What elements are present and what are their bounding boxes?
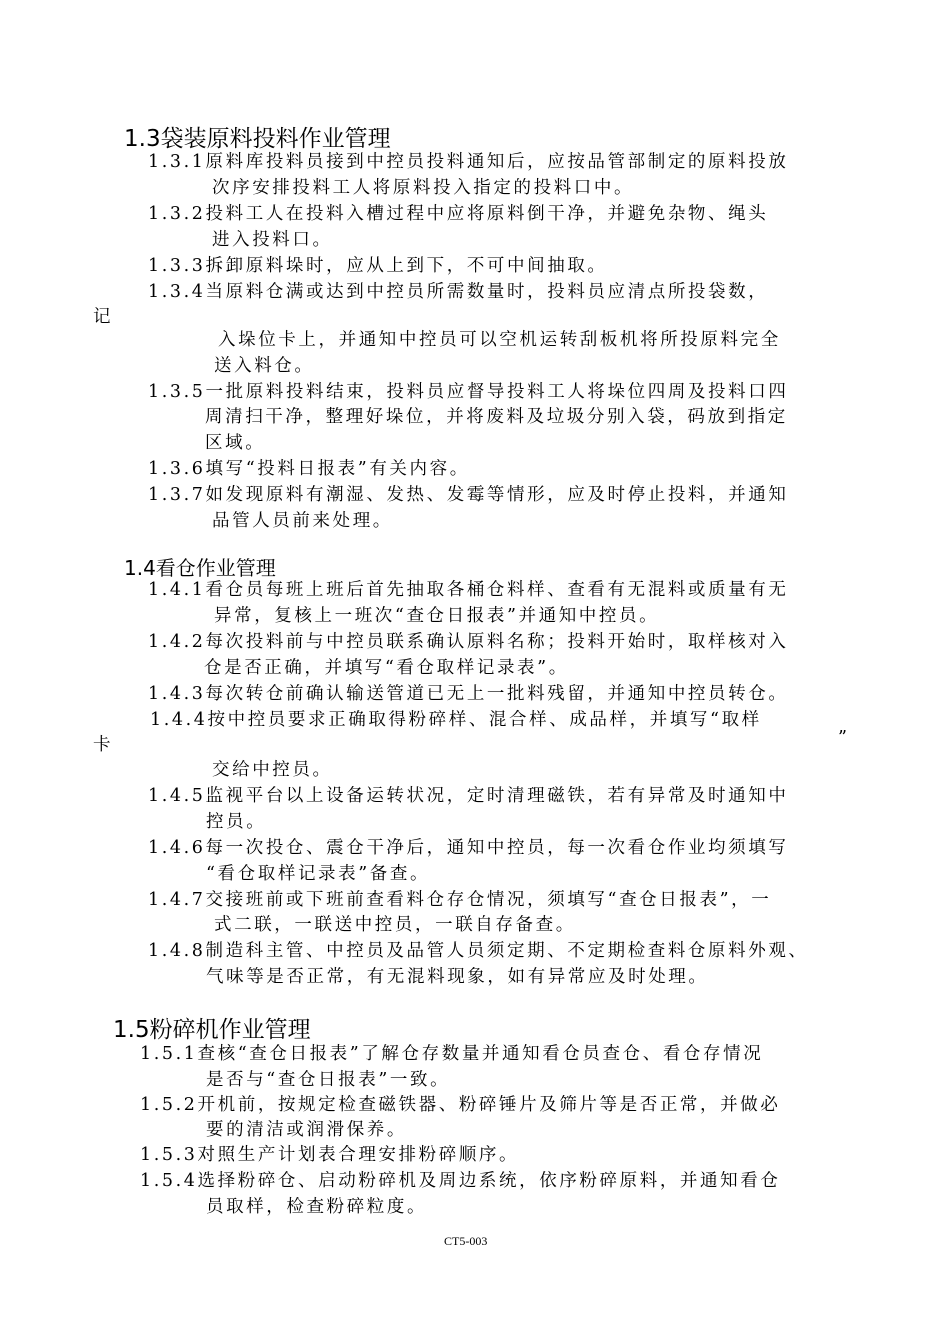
item-1-4-7-line-1: 1.4.7交接班前或下班前查看料仓存仓情况，须填写“查仓日报表”，一 — [148, 890, 772, 910]
item-1-3-4-line-3: 送入料仓。 — [214, 356, 315, 376]
item-1-4-8-line-2: 气味等是否正常，有无混料现象，如有异常应及时处理。 — [206, 967, 709, 987]
item-1-4-5-line-2: 控员。 — [206, 812, 267, 832]
footer-document-code: CT5-003 — [444, 1234, 488, 1248]
item-1-4-7-line-2: 式二联，一联送中控员，一联自存备查。 — [214, 915, 576, 935]
item-1-4-8-line-1: 1.4.8制造科主管、中控员及品管人员须定期、不定期检查料仓原料外观、 — [148, 941, 809, 961]
item-1-3-5-line-3: 区域。 — [205, 433, 266, 453]
item-1-4-4-wrap-char: 卡 — [93, 735, 114, 755]
item-1-4-4-line-2: 交给中控员。 — [212, 760, 333, 780]
section-heading-1-4: 1.4看仓作业管理 — [124, 556, 276, 580]
item-1-4-5-line-1: 1.4.5监视平台以上设备运转状况，定时清理磁铁，若有异常及时通知中 — [148, 786, 789, 806]
item-1-4-1-line-1: 1.4.1看仓员每班上班后首先抽取各桶仓料样、查看有无混料或质量有无 — [148, 580, 789, 600]
item-1-5-1-line-1: 1.5.1查核“查仓日报表”了解仓存数量并通知看仓员查仓、看仓存情况 — [140, 1044, 764, 1064]
item-1-3-6-line-1: 1.3.6填写“投料日报表”有关内容。 — [148, 459, 470, 479]
item-1-4-1-line-2: 异常，复核上一班次“查仓日报表”并通知中控员。 — [214, 606, 660, 626]
item-1-4-4-line-1: 1.4.4按中控员要求正确取得粉碎样、混合样、成品样，并填写“取样 — [150, 710, 762, 730]
section-heading-1-3: 1.3袋装原料投料作业管理 — [124, 126, 391, 152]
item-1-3-5-line-2: 周清扫干净，整理好垛位，并将废料及垃圾分别入袋，码放到指定 — [205, 407, 788, 427]
item-1-5-2-line-1: 1.5.2开机前，按规定检查磁铁器、粉碎锤片及筛片等是否正常，并做必 — [140, 1095, 781, 1115]
item-1-3-7-line-2: 品管人员前来处理。 — [212, 511, 393, 531]
item-1-3-5-line-1: 1.3.5一批原料投料结束，投料员应督导投料工人将垛位四周及投料口四 — [148, 382, 789, 402]
item-1-3-7-line-1: 1.3.7如发现原料有潮湿、发热、发霉等情形，应及时停止投料，并通知 — [148, 485, 789, 505]
item-1-4-6-line-2: “看仓取样记录表”备查。 — [206, 864, 431, 884]
item-1-3-2-line-1: 1.3.2投料工人在投料入槽过程中应将原料倒干净，并避免杂物、绳头 — [148, 204, 769, 224]
item-1-3-1-line-2: 次序安排投料工人将原料投入指定的投料口中。 — [212, 178, 635, 198]
item-1-3-2-line-2: 进入投料口。 — [212, 230, 333, 250]
item-1-3-4-line-1: 1.3.4当原料仓满或达到中控员所需数量时，投料员应清点所投袋数， — [148, 282, 769, 302]
item-1-5-4-line-2: 员取样，检查粉碎粒度。 — [206, 1197, 428, 1217]
item-1-4-6-line-1: 1.4.6每一次投仓、震仓干净后，通知中控员，每一次看仓作业均须填写 — [148, 838, 789, 858]
item-1-4-4-closing-quote: ” — [838, 728, 850, 748]
item-1-3-3-line-1: 1.3.3拆卸原料垛时，应从上到下，不可中间抽取。 — [148, 256, 608, 276]
item-1-5-4-line-1: 1.5.4选择粉碎仓、启动粉碎机及周边系统，依序粉碎原料，并通知看仓 — [140, 1171, 781, 1191]
item-1-4-2-line-1: 1.4.2每次投料前与中控员联系确认原料名称；投料开始时，取样核对入 — [148, 632, 789, 652]
item-1-4-3-line-1: 1.4.3每次转仓前确认输送管道已无上一批料残留，并通知中控员转仓。 — [148, 684, 789, 704]
item-1-5-2-line-2: 要的清洁或润滑保养。 — [206, 1120, 407, 1140]
item-1-3-1-line-1: 1.3.1原料库投料员接到中控员投料通知后，应按品管部制定的原料投放 — [148, 152, 789, 172]
item-1-3-4-wrap-char: 记 — [93, 307, 114, 327]
section-heading-1-5: 1.5粉碎机作业管理 — [113, 1017, 311, 1043]
item-1-4-2-line-2: 仓是否正确，并填写“看仓取样记录表”。 — [204, 658, 569, 678]
item-1-5-3-line-1: 1.5.3对照生产计划表合理安排粉碎顺序。 — [140, 1145, 520, 1165]
item-1-5-1-line-2: 是否与“查仓日报表”一致。 — [206, 1070, 451, 1090]
item-1-3-4-line-2: 入垛位卡上，并通知中控员可以空机运转刮板机将所投原料完全 — [218, 330, 781, 350]
